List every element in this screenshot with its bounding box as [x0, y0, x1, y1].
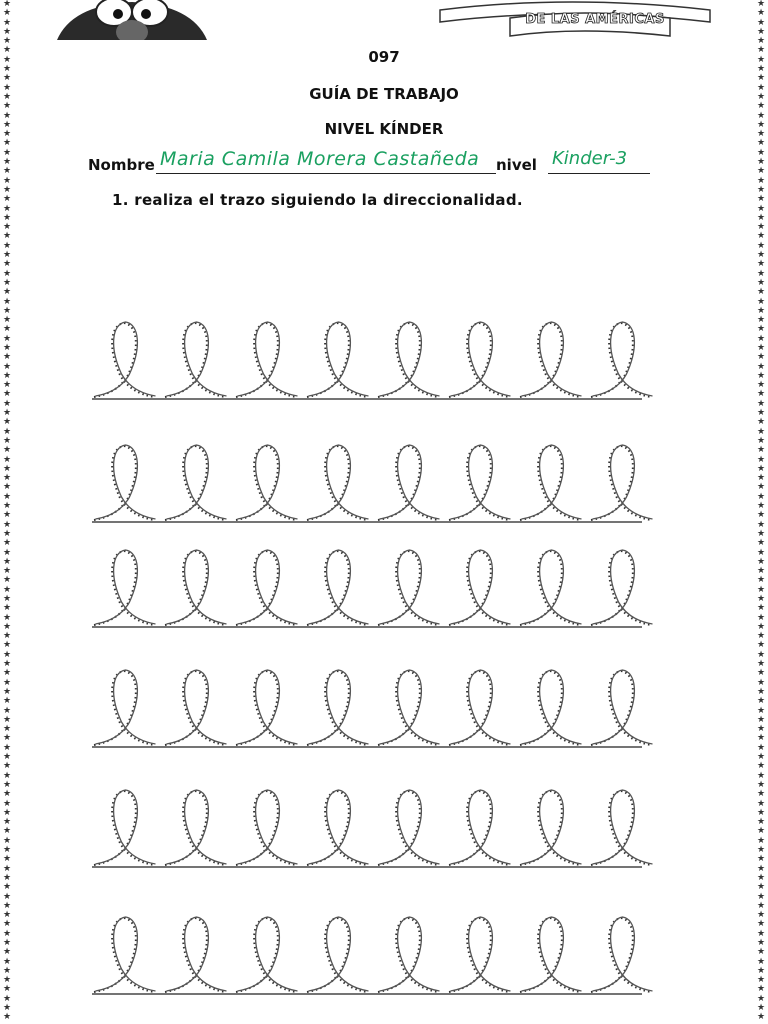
tracing-loop[interactable] [94, 550, 156, 625]
tracing-loop[interactable] [591, 670, 653, 745]
tracing-loop[interactable] [307, 670, 369, 745]
tracing-loop[interactable] [236, 550, 298, 625]
mascot-icon [52, 0, 212, 40]
tracing-loop[interactable] [94, 445, 156, 520]
tracing-loop[interactable] [378, 322, 440, 397]
tracing-loop[interactable] [449, 917, 511, 992]
tracing-loop[interactable] [165, 917, 227, 992]
star-border-icon: ★ ★ ★ ★ ★ ★ ★ ★ ★ ★ ★ ★ ★ ★ ★ ★ ★ ★ ★ ★ ★ ★ ★ ★ ★ ★ ★ ★ ★ ★ ★ ★ ★ ★ ★ ★ ★ ★ ★ ★ ★ ★ ★ ★ ★ ★ ★ ★ ★ ★ ★ ★ ★ ★ ★ ★ ★ ★ ★ ★ ★ ★ ★ ★ ★ ★ ★ ★ ★ ★ ★ ★ ★ ★ ★ ★ ★ ★ ★ ★ ★ ★ ★ ★ ★ ★ ★ ★ ★ ★ ★ ★ ★ ★ ★ ★ ★ ★ ★ ★ ★ ★ ★ ★ ★ ★ ★ ★ ★ ★ [756, 0, 766, 1023]
level-line [548, 173, 650, 174]
document-level-title: NIVEL KÍNDER [324, 120, 444, 138]
tracing-loop[interactable] [591, 322, 653, 397]
tracing-loop[interactable] [307, 790, 369, 865]
tracing-loop[interactable] [591, 917, 653, 992]
tracing-loop[interactable] [165, 445, 227, 520]
tracing-loop[interactable] [307, 550, 369, 625]
tracing-loop[interactable] [94, 322, 156, 397]
tracing-loop[interactable] [449, 445, 511, 520]
tracing-loop[interactable] [236, 445, 298, 520]
tracing-loop[interactable] [449, 550, 511, 625]
star-border-icon: ★ ★ ★ ★ ★ ★ ★ ★ ★ ★ ★ ★ ★ ★ ★ ★ ★ ★ ★ ★ ★ ★ ★ ★ ★ ★ ★ ★ ★ ★ ★ ★ ★ ★ ★ ★ ★ ★ ★ ★ ★ ★ ★ ★ ★ ★ ★ ★ ★ ★ ★ ★ ★ ★ ★ ★ ★ ★ ★ ★ ★ ★ ★ ★ ★ ★ ★ ★ ★ ★ ★ ★ ★ ★ ★ ★ ★ ★ ★ ★ ★ ★ ★ ★ ★ ★ ★ ★ ★ ★ ★ ★ ★ ★ ★ ★ ★ ★ ★ ★ ★ ★ ★ ★ ★ ★ ★ ★ ★ ★ [2, 0, 12, 1023]
tracing-loop[interactable] [378, 917, 440, 992]
tracing-loop[interactable] [378, 670, 440, 745]
tracing-loop[interactable] [378, 790, 440, 865]
tracing-loop[interactable] [236, 322, 298, 397]
name-row [88, 148, 668, 178]
tracing-loop[interactable] [236, 670, 298, 745]
level-label: nivel [496, 156, 537, 174]
level-field[interactable]: Kinder-3 [552, 148, 628, 169]
tracing-loop[interactable] [165, 550, 227, 625]
tracing-loop[interactable] [165, 670, 227, 745]
tracing-loop[interactable] [236, 917, 298, 992]
tracing-loop[interactable] [591, 445, 653, 520]
tracing-loop[interactable] [520, 445, 582, 520]
tracing-loop[interactable] [307, 322, 369, 397]
tracing-loop[interactable] [94, 917, 156, 992]
name-label: Nombre [88, 156, 155, 174]
tracing-loop[interactable] [307, 917, 369, 992]
tracing-loop[interactable] [520, 322, 582, 397]
tracing-loop[interactable] [520, 550, 582, 625]
exercise-instruction: 1. realiza el trazo siguiendo la direccionalidad. [112, 191, 523, 209]
tracing-loop[interactable] [94, 670, 156, 745]
tracing-loop[interactable] [591, 790, 653, 865]
tracing-loop[interactable] [520, 790, 582, 865]
tracing-loop[interactable] [94, 790, 156, 865]
tracing-loop[interactable] [449, 790, 511, 865]
tracing-loop[interactable] [449, 670, 511, 745]
tracing-loop[interactable] [449, 322, 511, 397]
tracing-loop[interactable] [378, 445, 440, 520]
tracing-loop[interactable] [307, 445, 369, 520]
tracing-loop[interactable] [165, 322, 227, 397]
school-logo-text: DE LAS AMÉRICAS [525, 12, 665, 27]
document-title: GUÍA DE TRABAJO [309, 85, 459, 103]
tracing-loop[interactable] [520, 917, 582, 992]
tracing-loop[interactable] [591, 550, 653, 625]
tracing-loop[interactable] [236, 790, 298, 865]
document-number: 097 [368, 48, 400, 66]
name-field[interactable]: Maria Camila Morera Castañeda [160, 148, 480, 170]
tracing-area [0, 280, 768, 1020]
tracing-loop[interactable] [165, 790, 227, 865]
tracing-loop[interactable] [520, 670, 582, 745]
tracing-loop[interactable] [378, 550, 440, 625]
name-line [156, 173, 496, 174]
